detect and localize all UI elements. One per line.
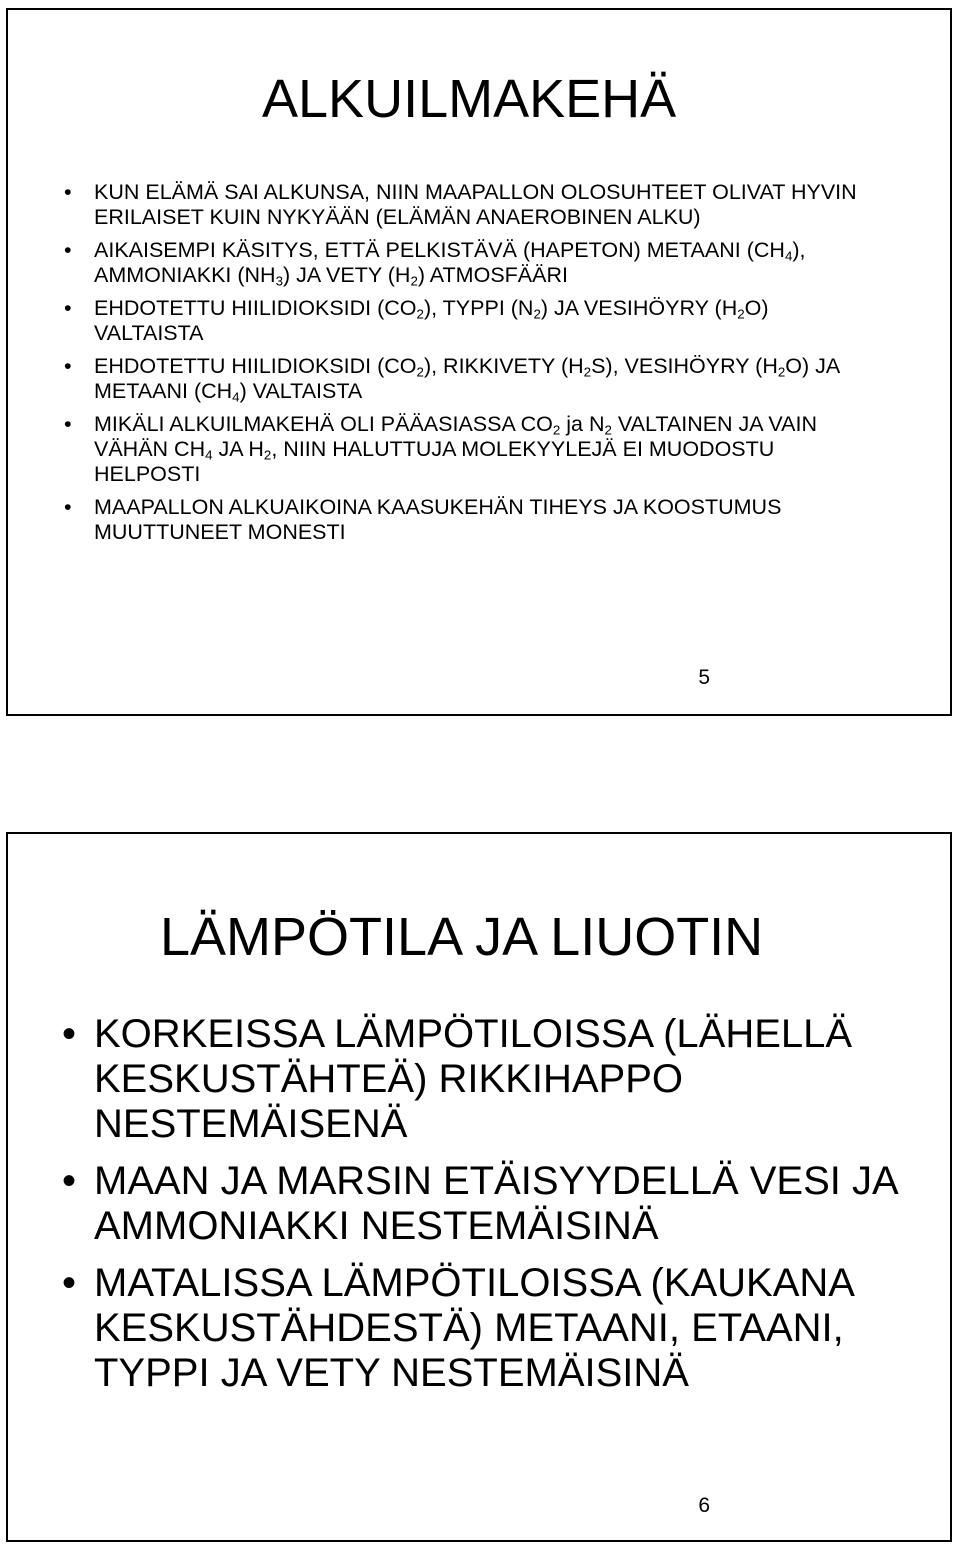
subscript: 2 <box>737 306 745 322</box>
text-segment: JA H <box>212 437 264 461</box>
text-segment: ), RIKKIVETY (H <box>423 354 584 378</box>
text-segment: MAAPALLON ALKUAIKOINA KAASUKEHÄN TIHEYS JA KOOSTUMUS MUUTTUNEET MONESTI <box>94 495 782 544</box>
subscript: 2 <box>416 364 424 380</box>
text-segment: ja N <box>560 412 605 436</box>
bullet-dot-icon: • <box>64 495 72 519</box>
subscript: 4 <box>205 447 213 463</box>
subscript: 2 <box>533 306 541 322</box>
bullet-dot-icon: • <box>64 296 72 320</box>
bullet-text <box>94 354 882 404</box>
bullet-item <box>62 1012 922 1147</box>
subscript: 2 <box>604 422 612 438</box>
subscript: 3 <box>275 273 283 289</box>
text-segment: EHDOTETTU HIILIDIOKSIDI (CO <box>94 296 417 320</box>
text-segment: MATALISSA LÄMPÖTILOISSA (KAUKANA KESKUSTÄHDESTÄ) METAANI, ETAANI, TYPPI JA VETY NESTEMÄISINÄ <box>94 1261 853 1395</box>
slide-title: ALKUILMAKEHÄ <box>262 69 677 129</box>
text-segment: AIKAISEMPI KÄSITYS, ETTÄ PELKISTÄVÄ (HAPETON) METAANI (CH <box>94 238 785 262</box>
subscript: 2 <box>410 273 418 289</box>
bullet-item <box>62 296 882 346</box>
text-segment: ) VALTAISTA <box>239 379 363 403</box>
subscript: 4 <box>232 389 240 405</box>
bullet-item <box>62 238 882 288</box>
page-number: 5 <box>698 666 710 689</box>
bullet-dot-icon: • <box>64 354 72 378</box>
bullet-dot-icon: • <box>62 1261 77 1305</box>
text-segment: O) VALTAISTA <box>94 296 769 345</box>
slide-alkuilmakeha <box>6 8 952 716</box>
text-segment: O) JA METAANI (CH <box>94 354 840 403</box>
text-segment: KUN ELÄMÄ SAI ALKUNSA, NIIN MAAPALLON OLOSUHTEET OLIVAT HYVIN ERILAISET KUIN NYKYÄÄN (ELÄMÄN ANAEROBINEN ALKU) <box>94 180 857 229</box>
bullet-text <box>94 412 882 487</box>
page-number: 6 <box>698 1494 710 1517</box>
text-segment: ) JA VETY (H <box>283 263 411 287</box>
bullet-text <box>94 238 882 288</box>
bullet-text <box>94 495 882 545</box>
subscript: 2 <box>263 447 272 463</box>
bullet-text <box>94 1261 922 1396</box>
slide-title: LÄMPÖTILA JA LIUOTIN <box>160 907 764 967</box>
bullet-item <box>62 1159 922 1249</box>
text-segment: EHDOTETTU HIILIDIOKSIDI (CO <box>94 354 417 378</box>
slide-lampotila-ja-liuotin <box>6 832 952 1542</box>
bullet-text <box>94 296 882 346</box>
subscript: 2 <box>552 422 561 438</box>
bullet-item <box>62 412 882 487</box>
bullet-text <box>94 180 882 230</box>
subscript: 4 <box>784 248 793 264</box>
subscript: 2 <box>583 364 592 380</box>
bullet-list <box>62 1012 922 1408</box>
text-segment: MIKÄLI ALKUILMAKEHÄ OLI PÄÄASIASSA CO <box>94 412 553 436</box>
bullet-dot-icon: • <box>62 1159 77 1203</box>
bullet-dot-icon: • <box>64 412 72 436</box>
text-segment: S), VESIHÖYRY (H <box>591 354 778 378</box>
bullet-text <box>94 1159 922 1249</box>
bullet-dot-icon: • <box>62 1012 77 1056</box>
bullet-dot-icon: • <box>64 180 72 204</box>
subscript: 2 <box>777 364 786 380</box>
bullet-dot-icon: • <box>64 238 72 262</box>
text-segment: KORKEISSA LÄMPÖTILOISSA (LÄHELLÄ KESKUSTÄHTEÄ) RIKKIHAPPO NESTEMÄISENÄ <box>94 1012 853 1146</box>
bullet-item <box>62 495 882 545</box>
bullet-list <box>62 180 882 553</box>
text-segment: ), AMMONIAKKI (NH <box>94 238 806 287</box>
text-segment: ) JA VESIHÖYRY (H <box>540 296 738 320</box>
bullet-item <box>62 1261 922 1396</box>
text-segment: VALTAINEN JA VAIN VÄHÄN CH <box>94 412 818 461</box>
text-segment: MAAN JA MARSIN ETÄISYYDELLÄ VESI JA AMMONIAKKI NESTEMÄISINÄ <box>94 1159 897 1248</box>
text-segment: ) ATMOSFÄÄRI <box>417 263 568 287</box>
text-segment: , NIIN HALUTTUJA MOLEKYYLEJÄ EI MUODOSTU HELPOSTI <box>94 437 775 486</box>
text-segment: ), TYPPI (N <box>423 296 534 320</box>
bullet-item <box>62 354 882 404</box>
subscript: 2 <box>416 306 424 322</box>
bullet-item <box>62 180 882 230</box>
bullet-text <box>94 1012 922 1147</box>
